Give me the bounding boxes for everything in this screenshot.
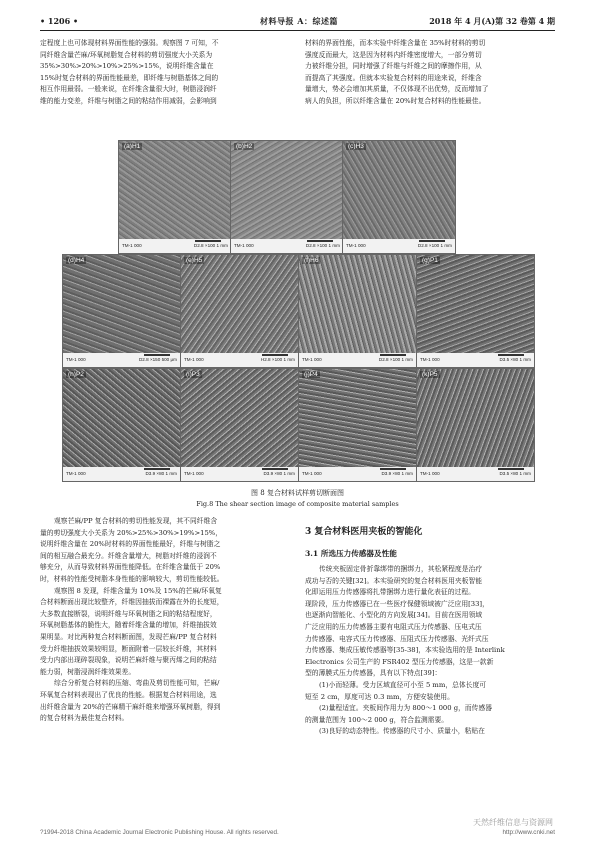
panel-footer <box>417 353 534 367</box>
text-line: 35%>30%>20%>10%>25%>15%，说明纤维含量在 <box>40 62 214 71</box>
scale-label: D3.9 ×80 1 mm <box>145 471 177 476</box>
scale-label: D3.5 ×80 1 mm <box>499 357 531 362</box>
text-line: 力传感器、电容式压力传感器、压阻式压力传感器、光纤式压 <box>305 634 489 643</box>
bottom-right-paragraph <box>305 564 555 738</box>
text-line: 材料的界面性能，而本实验中纤维含量在 35%时材料的剪切 <box>305 39 486 47</box>
page-number: • 1206 • <box>40 16 79 26</box>
text-line: 出纤维含量为 20%的芒麻精干麻纤维来增强环氧树脂，得到 <box>40 702 221 711</box>
sem-panel <box>62 254 181 368</box>
panel-label: (h)P2 <box>68 371 84 378</box>
sem-panel <box>62 368 181 482</box>
instrument-label: TM-1 000 <box>420 357 440 362</box>
sem-image <box>231 141 343 239</box>
footer-link[interactable]: http://www.cnki.net <box>502 829 555 836</box>
sem-image <box>63 369 180 467</box>
panel-footer <box>417 467 534 481</box>
text-line: (2)量程适宜。夹板间作用力为 800～1 000 g，而传感器 <box>319 704 493 713</box>
instrument-label: TM-1 000 <box>184 471 204 476</box>
scale-bar <box>498 468 524 470</box>
panel-footer <box>181 353 298 367</box>
scale-bar <box>195 240 221 242</box>
panel-footer <box>63 353 180 367</box>
text-line: Electronics 公司生产的 FSR402 型压力传感器，这是一款新 <box>305 657 494 666</box>
sem-image <box>299 369 416 467</box>
text-line: 成功与否的关键[32]。本实验研究的复合材料医用夹板智能 <box>305 576 483 585</box>
watermark: 天然纤维信息与资源网 <box>473 818 553 827</box>
text-line: 而提高了其强度。但就本实验复合材料的用途来说，纤维含 <box>305 73 482 82</box>
text-line: 定程度上也可体现材料界面性能的强弱。观察图 7 可知，不 <box>40 39 219 47</box>
scale-bar <box>419 240 445 242</box>
panel-footer <box>343 239 455 253</box>
scale-label: D2.8 ×100 1 mm <box>378 357 413 362</box>
scale-bar <box>498 354 524 356</box>
text-line: 广泛应用的压力传感器主要有电阻式压力传感器、压电式压 <box>305 622 482 631</box>
page-footer <box>40 829 555 836</box>
text-line: 15%时复合材料的界面性能最差，即纤维与树脂基体之间的 <box>40 73 219 82</box>
text-line: 也逐渐向智能化、小型化的方向发展[34]。目前在医用领域 <box>305 611 483 620</box>
scale-bar <box>144 354 170 356</box>
scale-bar <box>262 468 288 470</box>
text-line: 观察图 8 发现，纤维含量为 10%及 15%的芒麻/环氧复 <box>54 586 222 595</box>
scale-bar <box>380 468 406 470</box>
panel-label: (f)H6 <box>304 257 319 264</box>
top-left-paragraph <box>40 38 290 108</box>
text-line: 够充分，从而导致材料界面性能降低。在纤维含量低于 20% <box>40 563 221 572</box>
text-line: 强度反而最大，这是因为材料内纤维密度增大，一部分剪切 <box>305 50 482 59</box>
text-line: 传统夹板固定骨折靠绑带的捆绑力，其松紧程度是治疗 <box>319 565 483 573</box>
copyright-text: ?1994-2018 China Academic Journal Electronic Publishing House. All rights reserved. <box>40 829 279 836</box>
scale-label: D3.5 ×80 1 mm <box>499 471 531 476</box>
scale-label: D3.9 ×80 1 mm <box>263 471 295 476</box>
text-line: 能力弱，树脂浸润纤维效果差。 <box>40 667 136 676</box>
sem-panel <box>118 140 232 254</box>
sem-image <box>343 141 455 239</box>
sem-image <box>417 369 534 467</box>
instrument-label: TM-1 000 <box>66 357 86 362</box>
instrument-label: TM-1 000 <box>66 471 86 476</box>
text-line: 短至 2 cm，厚度可达 0.3 mm，方便安装使用。 <box>305 692 454 701</box>
issue-info: 2018 年 4 月(A)第 32 卷第 4 期 <box>429 16 555 26</box>
scale-label: D2.8 ×100 1 mm <box>417 243 452 248</box>
panel-label: (a)H1 <box>124 143 141 150</box>
text-line: 环氧复合材料表现出了优良的性能。根据复合材料用途，选 <box>40 690 217 699</box>
panel-footer <box>299 353 416 367</box>
text-line: 受力内部出现碎裂现象，说明芒麻纤维与聚丙烯之间的粘结 <box>40 656 217 665</box>
scale-bar <box>144 468 170 470</box>
text-line: 果明显。对比两种复合材料断面图，发现芒麻/PP 复合材料 <box>40 632 217 641</box>
section-heading: 3 复合材料医用夹板的智能化 <box>305 527 423 537</box>
panel-label: (j)P4 <box>304 371 318 378</box>
panel-footer <box>299 467 416 481</box>
text-line: 观察芒麻/PP 复合材料的剪切性能发现，其不同纤维含 <box>54 517 218 525</box>
sem-image <box>417 255 534 353</box>
sem-panel <box>416 368 535 482</box>
text-line: 量增大，势必会增加其质量，不仅体现不出优势，反而增加了 <box>305 85 489 94</box>
scale-bar <box>262 354 288 356</box>
sem-panel <box>298 254 417 368</box>
panel-label: (d)H4 <box>68 257 85 264</box>
scale-bar <box>380 354 406 356</box>
instrument-label: TM-1 000 <box>302 357 322 362</box>
instrument-label: TM-1 000 <box>234 243 254 248</box>
text-line: 间的相互融合最充分。纤维含量增大，树脂对纤维的浸润不 <box>40 551 217 560</box>
sem-panel <box>298 368 417 482</box>
scale-label: D2.8 ×150 500 μm <box>138 357 177 362</box>
panel-footer <box>181 467 298 481</box>
sem-panel <box>180 254 299 368</box>
instrument-label: TM-1 000 <box>346 243 366 248</box>
subsection-heading: 3.1 所选压力传感器及性能 <box>305 549 397 558</box>
text-line: 的测量范围为 100～2 000 g，符合监测需要。 <box>305 715 449 724</box>
text-line: 病人的负担，所以纤维含量在 20%时复合材料的性能最佳。 <box>305 96 486 105</box>
bottom-left-paragraph <box>40 516 290 725</box>
sem-image <box>299 255 416 353</box>
figure-caption-cn: 图 8 复合材料试样剪切断面图 <box>251 489 344 497</box>
scale-bar <box>307 240 333 242</box>
text-line: 现阶段，压力传感器已在一些医疗保健领域被广泛应用[33]， <box>305 599 489 608</box>
sem-panel <box>180 368 299 482</box>
text-line: 化即运用压力传感器将扎带捆绑力进行量化表征的过程。 <box>305 588 475 597</box>
text-line: 说明纤维含量在 20%时材料的界面性能最好，纤维与树脂之 <box>40 540 221 549</box>
text-line: 环氧树脂基体的脆性大，随着纤维含量的增加，纤维抽拔效 <box>40 621 217 630</box>
journal-title: 材料导报 A：综述篇 <box>260 16 338 26</box>
sem-image <box>181 369 298 467</box>
panel-label: (c)H3 <box>348 143 364 150</box>
sem-image <box>181 255 298 353</box>
text-line: 大多数直接断裂，说明纤维与环氧树脂之间的粘结程度好， <box>40 609 217 618</box>
text-line: (1)小而轻薄。受力区域直径可小至 5 mm，总体长度可 <box>319 680 487 689</box>
panel-footer <box>231 239 343 253</box>
sem-panel <box>342 140 456 254</box>
panel-footer <box>63 467 180 481</box>
scale-label: D3.9 ×80 1 mm <box>381 471 413 476</box>
sem-image <box>63 255 180 353</box>
scale-label: D2.8 ×100 1 mm <box>193 243 228 248</box>
panel-label: (i)P3 <box>186 371 200 378</box>
scale-label: H2.8 ×100 1 mm <box>260 357 295 362</box>
top-right-paragraph <box>305 38 555 108</box>
instrument-label: TM-1 000 <box>302 471 322 476</box>
panel-label: (g)P1 <box>422 257 438 264</box>
panel-footer <box>119 239 231 253</box>
text-line: 型的薄膜式压力传感器，具有以下特点[39]： <box>305 669 442 678</box>
sem-panel <box>230 140 344 254</box>
panel-label: (k)P5 <box>422 371 438 378</box>
text-line: 的复合材料为最佳复合材料。 <box>40 714 129 723</box>
figure-caption-en: Fig.8 The shear section image of composite material samples <box>196 500 399 508</box>
panel-label: (b)H2 <box>236 143 253 150</box>
text-line: 力被纤维分担，同时增强了纤维与纤维之间的摩擦作用，从 <box>305 62 482 71</box>
sem-panel <box>416 254 535 368</box>
header-rule <box>40 30 555 31</box>
text-line: 受力纤维抽拔效果较明显，断面附着一层较长纤维，其材料 <box>40 644 217 653</box>
panel-label: (e)H5 <box>186 257 203 264</box>
instrument-label: TM-1 000 <box>184 357 204 362</box>
text-line: 维的能力变差，纤维与树脂之间的粘结作用减弱，会影响到 <box>40 96 217 105</box>
instrument-label: TM-1 000 <box>122 243 142 248</box>
text-line: 力传感器、集成压敏传感器等[35-38]，本实验选用的是 Interlink <box>305 646 505 655</box>
text-line: 综合分析复合材料的压缩、弯曲及剪切性能可知，芒麻/ <box>54 679 220 688</box>
page-header <box>40 12 555 30</box>
sem-image <box>119 141 231 239</box>
instrument-label: TM-1 000 <box>420 471 440 476</box>
text-line: (3)良好的动态特性。传感器的尺寸小、质量小，粘贴在 <box>319 727 485 736</box>
scale-label: D2.8 ×100 1 mm <box>305 243 340 248</box>
text-line: 同纤维含量芒麻/环氧树脂复合材料的剪切强度大小关系为 <box>40 50 213 59</box>
text-line: 合材料断面出现比较整齐，纤维因抽拔而裸露在外的长度短， <box>40 598 224 607</box>
text-line: 量的剪切强度大小关系为 20%>25%>30%>19%>15%， <box>40 528 223 537</box>
text-line: 时，材料的性能受树脂本身性能的影响较大，剪切性能较低。 <box>40 574 224 583</box>
text-line: 相互作用最弱。一般来说，在纤维含量很大时，树脂浸润纤 <box>40 85 217 94</box>
